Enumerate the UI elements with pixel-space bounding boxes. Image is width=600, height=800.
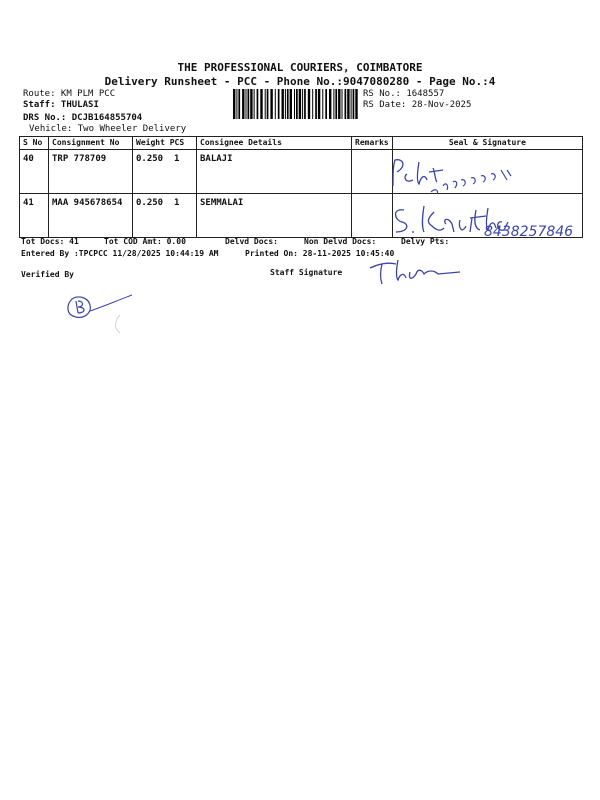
row-remarks — [352, 194, 393, 238]
staff-signature-label: Staff Signature — [270, 268, 343, 277]
barcode-bar — [312, 89, 313, 119]
barcode-bar — [278, 89, 280, 119]
col-consignment: Consignment No — [49, 137, 133, 150]
barcode-bar — [347, 89, 349, 119]
col-remarks: Remarks — [352, 137, 393, 150]
total-docs: Tot Docs: 41 — [21, 237, 79, 246]
barcode-bar — [282, 89, 284, 119]
barcode-bar — [304, 89, 306, 119]
printed-on: Printed On: 28-11-2025 10:45:40 — [245, 249, 395, 258]
row-weight-pcs — [133, 150, 197, 194]
barcode-bar — [285, 89, 286, 119]
row-pcs: 1 — [173, 154, 180, 164]
delivered-docs: Delvd Docs: — [225, 237, 278, 246]
row-weight: 0.250 — [136, 198, 164, 208]
delivery-points: Delvy Pts: — [401, 237, 450, 246]
barcode-bar — [315, 89, 317, 119]
col-weight-pcs: Weight PCS — [133, 137, 197, 150]
barcode-bar — [318, 89, 320, 119]
barcode-bar — [246, 89, 247, 119]
barcode-bar — [267, 89, 269, 119]
total-cod: Tot COD Amt: 0.00 — [104, 237, 186, 246]
barcode-bar — [299, 89, 301, 119]
staff-handwritten-signature — [368, 258, 468, 288]
barcode-bar — [329, 89, 331, 119]
barcode-bar — [322, 89, 323, 119]
barcode-bar — [302, 89, 303, 119]
barcode-bar — [265, 89, 266, 119]
handwritten-signature-40 — [385, 152, 525, 196]
route-label: Route: KM PLM PCC — [23, 89, 116, 99]
barcode-bar — [270, 89, 272, 119]
row-pcs: 1 — [173, 198, 180, 208]
verified-by-label: Verified By — [21, 270, 74, 279]
barcode-bar — [345, 89, 347, 119]
drs-number: DRS No.: DCJB164855704 — [23, 113, 143, 123]
barcode-bar — [250, 89, 252, 119]
barcode-bar — [290, 89, 292, 119]
barcode-bar — [257, 89, 259, 119]
barcode-bar — [260, 89, 262, 119]
handwritten-signature-41 — [390, 202, 590, 242]
row-weight: 0.250 — [136, 154, 164, 164]
barcode-bar — [353, 89, 355, 119]
col-seal-signature: Seal & Signature — [392, 137, 582, 150]
barcode-bar — [275, 89, 276, 119]
barcode-bar — [335, 89, 337, 119]
barcode-bar — [351, 89, 352, 119]
barcode-bar — [296, 89, 298, 119]
barcode-bar — [248, 89, 250, 119]
barcode-bar — [233, 89, 235, 119]
barcode-bar — [242, 89, 244, 119]
barcode-bar — [308, 89, 310, 119]
barcode-bar — [333, 89, 334, 119]
verifier-initial-mark — [62, 285, 142, 335]
barcode-bar — [254, 89, 255, 119]
row-consignment: TRP 778709 — [49, 150, 133, 194]
staff-label: Staff: THULASI — [23, 100, 99, 110]
row-sno: 40 — [20, 150, 49, 194]
row-sno: 41 — [20, 194, 49, 238]
barcode-bar — [236, 89, 237, 119]
col-consignee: Consignee Details — [197, 137, 352, 150]
row-weight-pcs — [133, 194, 197, 238]
barcode-bar — [238, 89, 240, 119]
rs-date: RS Date: 28-Nov-2025 — [363, 100, 472, 110]
svg-text:8438257846: 8438257846 — [484, 224, 574, 240]
row-consignee: SEMMALAI — [197, 194, 352, 238]
barcode-bar — [325, 89, 327, 119]
vehicle-label: Vehicle: Two Wheeler Delivery — [29, 124, 187, 134]
barcode-bar — [342, 89, 343, 119]
non-delivered-docs: Non Delvd Docs: — [304, 237, 377, 246]
barcode-bar — [287, 89, 289, 119]
barcode-bar — [355, 89, 357, 119]
barcode-image — [233, 89, 360, 119]
row-consignee: BALAJI — [197, 150, 352, 194]
barcode-bar — [294, 89, 295, 119]
row-consignment: MAA 945678654 — [49, 194, 133, 238]
runsheet-subtitle: Delivery Runsheet - PCC - Phone No.:9047080280 - Page No.:4 — [104, 75, 496, 88]
col-sno: S No — [20, 137, 49, 150]
rs-number: RS No.: 1648557 — [363, 89, 445, 99]
company-title: THE PROFESSIONAL COURIERS, COIMBATORE — [177, 61, 423, 74]
barcode-bar — [338, 89, 340, 119]
entered-by: Entered By :TPCPCC 11/28/2025 10:44:19 AM — [21, 249, 219, 258]
